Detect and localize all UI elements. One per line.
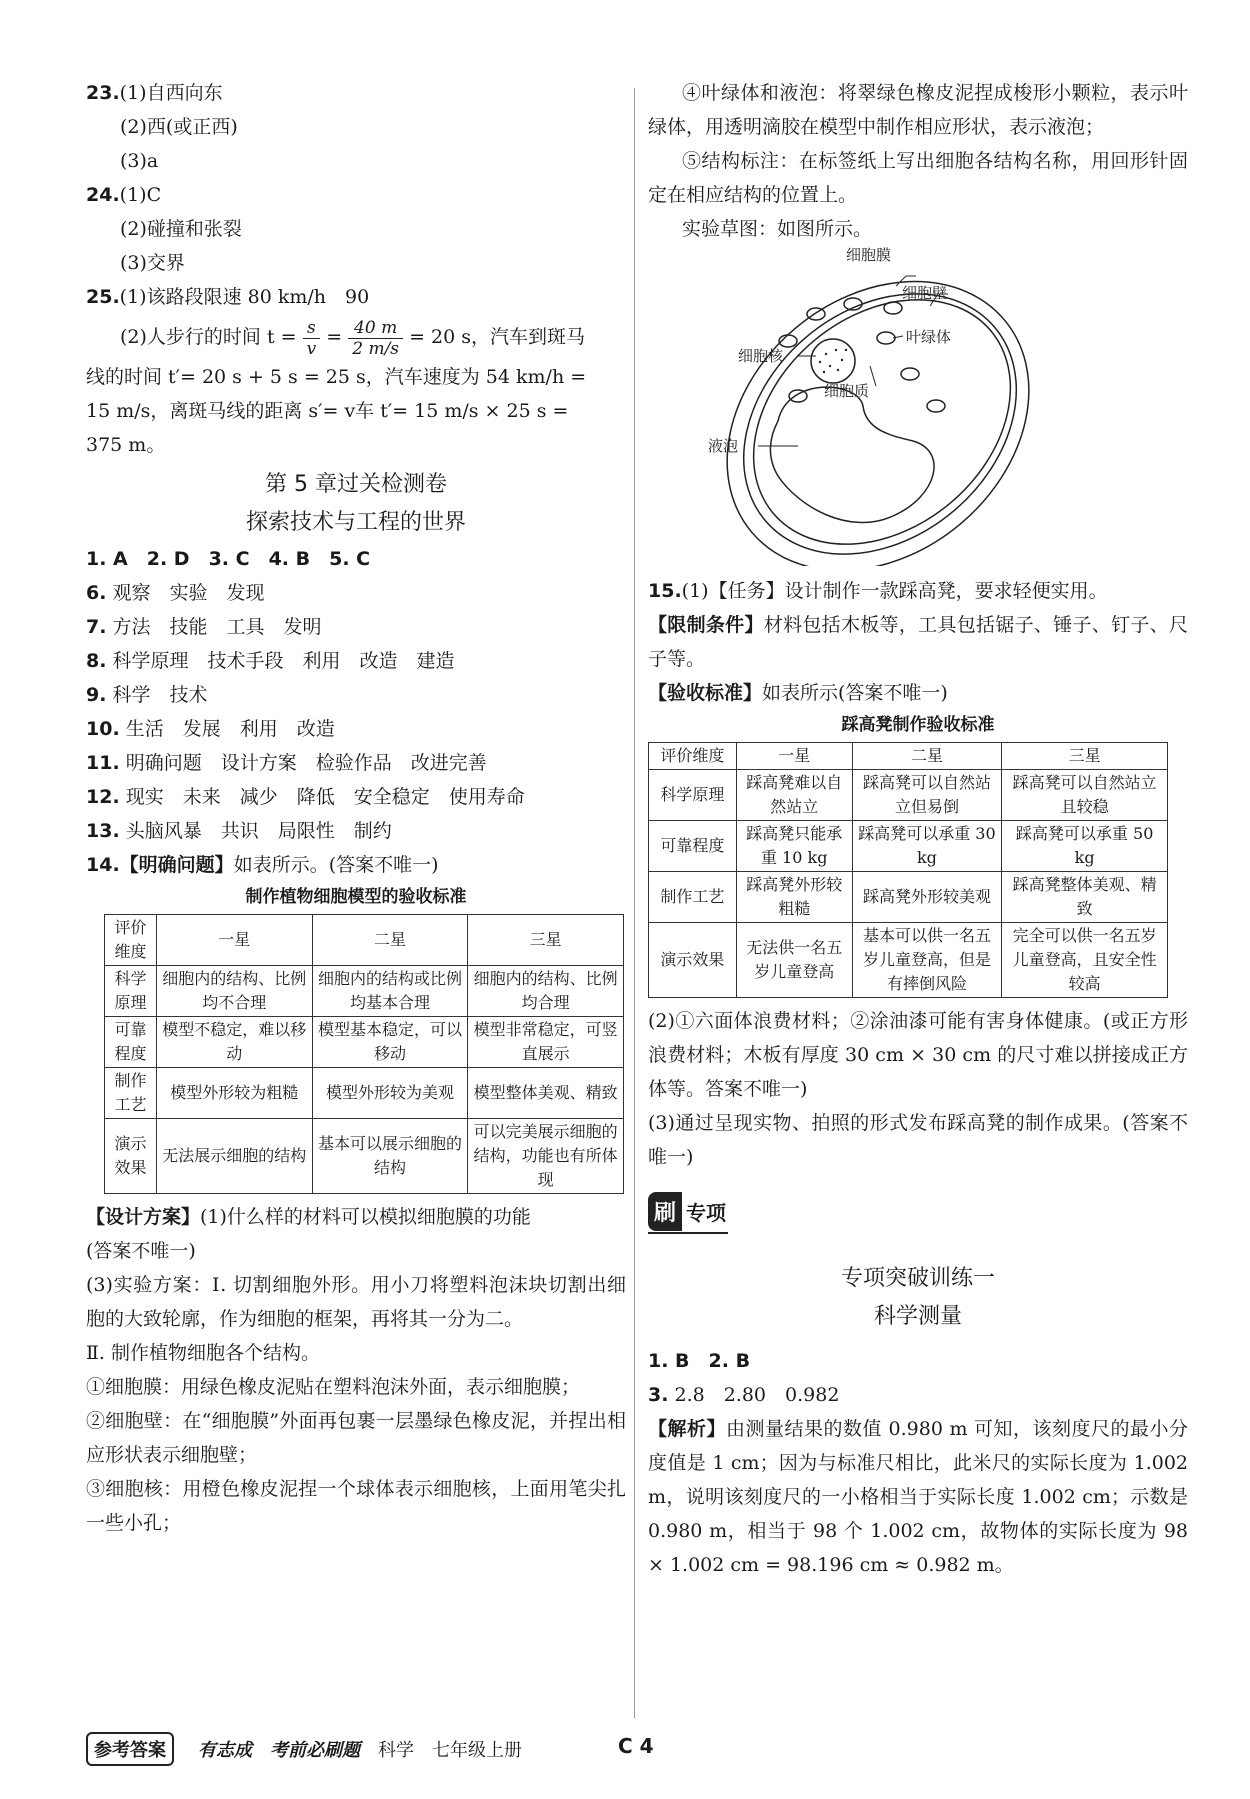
table-cell: 踩高凳只能承重 10 kg [736, 821, 852, 872]
design-line3: (3)实验方案：Ⅰ. 切割细胞外形。用小刀将塑料泡沫块切割出细胞的大致轮廓，作为细胞的框架，再将其一分为二。 [86, 1274, 626, 1330]
label-cytoplasm: 细胞质 [824, 382, 870, 400]
table-cell: 科学原理 [649, 770, 737, 821]
footer [86, 1728, 1186, 1772]
table-cell: 制作工艺 [105, 1068, 157, 1119]
nucleus-dots [819, 349, 847, 373]
table-cell: 基本可以展示细胞的结构 [312, 1119, 468, 1194]
q15-a2: (2)①六面体浪费材料；②涂油漆可能有害身体健康。(或正方形浪费材料；木板有厚度 30 cm × 30 cm 的尺寸难以拼接成正方体等。答案不唯一) [648, 1010, 1188, 1100]
q15-a1: 15.(1)【任务】设计制作一款踩高凳，要求轻便实用。 [648, 580, 1108, 602]
q25-line3: 15 m/s，离斑马线的距离 s′= v车 t′= 15 m/s × 25 s = [86, 400, 569, 422]
special-badge [648, 1192, 728, 1234]
r3-sketch: 实验草图：如图所示。 [682, 218, 873, 240]
fraction-s-over-v: $\frac{s}{v}$ [303, 318, 321, 359]
r1-chloroplast: ④叶绿体和液泡：将翠绿色橡皮泥捏成梭形小颗粒，表示叶绿体，用透明滴胶在模型中制作相应形状，表示液泡； [648, 82, 1188, 138]
table-cell: 无法展示细胞的结构 [156, 1119, 312, 1194]
q7: 7. 方法 技能 工具 发明 [86, 616, 322, 638]
table-cell: 科学原理 [105, 966, 157, 1017]
q25-line4: 375 m。 [86, 434, 166, 456]
table-cell: 模型非常稳定，可竖直展示 [468, 1017, 624, 1068]
table-cell: 演示效果 [105, 1119, 157, 1194]
chapter-subtitle: 探索技术与工程的世界 [245, 510, 466, 535]
table-header-cell: 三星 [468, 915, 624, 966]
table-cell: 完全可以供一名五岁儿童登高，且安全性较高 [1002, 923, 1168, 998]
fraction-40m-over-2ms: $\frac{40 m}{2 m/s}$ [348, 318, 403, 359]
chloroplast-8 [789, 390, 807, 402]
footer-tag: 参考答案 [86, 1732, 174, 1766]
table-cell: 无法供一名五岁儿童登高 [736, 923, 852, 998]
table-cell: 踩高凳整体美观、精致 [1002, 872, 1168, 923]
label-nucleus: 细胞核 [738, 347, 784, 365]
table-row [649, 872, 1168, 923]
limit-conditions: 【限制条件】材料包括木板等，工具包括锯子、锤子、钉子、尺子等。 [648, 614, 1188, 670]
table-cell: 模型整体美观、精致 [468, 1068, 624, 1119]
table-cell: 基本可以供一名五岁儿童登高，但是有摔倒风险 [852, 923, 1002, 998]
q23-a2: (2)西(或正西) [120, 116, 238, 138]
table-row [649, 770, 1168, 821]
q10: 10. 生活 发展 利用 改造 [86, 718, 335, 740]
q14: 14.【明确问题】如表所示。(答案不唯一) [86, 854, 439, 876]
acceptance-standard: 【验收标准】如表所示(答案不唯一) [648, 682, 948, 704]
design-line2: (答案不唯一) [86, 1240, 196, 1262]
q23-a1: 23.(1)自西向东 [86, 82, 223, 104]
design-line6: ②细胞壁：在“细胞膜”外面再包裹一层墨绿色橡皮泥，并捏出相应形状表示细胞壁； [86, 1410, 626, 1466]
table2-title: 踩高凳制作验收标准 [841, 715, 995, 735]
section-subtitle: 科学测量 [873, 1304, 962, 1329]
q23-a3: (3)a [120, 150, 159, 172]
q12: 12. 现实 未来 减少 降低 安全稳定 使用寿命 [86, 786, 525, 808]
table-cell: 模型外形较为粗糙 [156, 1068, 312, 1119]
table-cell: 踩高凳可以自然站立且较稳 [1002, 770, 1168, 821]
table-header-cell: 一星 [736, 743, 852, 770]
table-row [105, 966, 624, 1017]
design-line5: ①细胞膜：用绿色橡皮泥贴在塑料泡沫外面，表示细胞膜； [86, 1376, 581, 1398]
design-line7: ③细胞核：用橙色橡皮泥捏一个球体表示细胞核，上面用笔尖扎一些小孔； [86, 1478, 626, 1534]
chloroplast-7 [927, 400, 945, 412]
cell-model-criteria-table [104, 914, 624, 1194]
r2-label: ⑤结构标注：在标签纸上写出细胞各结构名称，用回形针固定在相应结构的位置上。 [648, 150, 1188, 206]
table-cell: 细胞内的结构、比例均合理 [468, 966, 624, 1017]
vacuole-shape [770, 387, 934, 522]
right-column [648, 76, 1188, 1582]
table-cell: 模型不稳定，难以移动 [156, 1017, 312, 1068]
chapter-title: 第 5 章过关检测卷 [265, 472, 447, 497]
badge-special: 专项 [686, 1201, 727, 1225]
table-row [105, 1068, 624, 1119]
table-cell: 模型基本稳定，可以移动 [312, 1017, 468, 1068]
stool-criteria-table [648, 742, 1168, 998]
table-cell: 制作工艺 [649, 872, 737, 923]
table1-title: 制作植物细胞模型的验收标准 [245, 887, 467, 907]
label-wall: 细胞壁 [902, 284, 948, 302]
table-cell: 踩高凳可以承重 50 kg [1002, 821, 1168, 872]
table-cell: 可以完美展示细胞的结构，功能也有所体现 [468, 1119, 624, 1194]
column-divider [634, 88, 635, 1718]
table-header-cell: 一星 [156, 915, 312, 966]
table-cell: 演示效果 [649, 923, 737, 998]
left-column [86, 76, 626, 1540]
q24-a3: (3)交界 [120, 252, 185, 274]
table-cell: 踩高凳外形较粗糙 [736, 872, 852, 923]
table-cell: 细胞内的结构、比例均不合理 [156, 966, 312, 1017]
footer-text: 有志成 考前必刷题 科学 七年级上册 [198, 1740, 522, 1761]
label-vacuole: 液泡 [708, 437, 739, 455]
q13: 13. 头脑风暴 共识 局限性 制约 [86, 820, 392, 842]
q15-a3: (3)通过呈现实物、拍照的形式发布踩高凳的制作成果。(答案不唯一) [648, 1112, 1188, 1168]
q25-a1: 25.(1)该路段限速 80 km/h 90 [86, 286, 370, 308]
q3: 3. 2.8 2.80 0.982 [648, 1384, 840, 1406]
chloroplast-3 [884, 302, 902, 314]
q11: 11. 明确问题 设计方案 检验作品 改进完善 [86, 752, 487, 774]
design-line1: 【设计方案】(1)什么样的材料可以模拟细胞膜的功能 [86, 1206, 531, 1228]
chloroplast-6 [901, 368, 919, 380]
table-cell: 可靠程度 [649, 821, 737, 872]
q24-a2: (2)碰撞和张裂 [120, 218, 242, 240]
analysis: 【解析】由测量结果的数值 0.980 m 可知，该刻度尺的最小分度值是 1 cm；因为与标准尺相比，此米尺的实际长度为 1.002 m，说明该刻度尺的一小格相当于实际长度 1.002 cm；示数是 0.980 m，相当于 98 个 1.002 cm，故物体的实际长度为 98 × 1.002 cm = 98.196 cm ≈ 0.982 m。 [648, 1418, 1188, 1576]
table-header-cell: 二星 [312, 915, 468, 966]
cell-membrane [692, 246, 1068, 566]
q24-a1: 24.(1)C [86, 184, 162, 206]
cell-wall-inner [705, 250, 1059, 566]
label-membrane: 细胞膜 [846, 246, 892, 264]
page-number: C 4 [618, 1734, 654, 1758]
design-line4: Ⅱ. 制作植物细胞各个结构。 [86, 1342, 320, 1364]
cell-wall-outer [669, 246, 1086, 566]
table-header-cell: 评价维度 [105, 915, 157, 966]
label-chloroplast: 叶绿体 [906, 328, 952, 346]
table-cell: 踩高凳外形较美观 [852, 872, 1002, 923]
table-cell: 踩高凳难以自然站立 [736, 770, 852, 821]
section-title: 专项突破训练一 [840, 1266, 995, 1291]
table-header-cell: 评价维度 [649, 743, 737, 770]
q6: 6. 观察 实验 发现 [86, 582, 265, 604]
table-row [649, 821, 1168, 872]
table-cell: 模型外形较为美观 [312, 1068, 468, 1119]
chloroplast-1 [807, 308, 825, 320]
table-row [105, 1119, 624, 1194]
answers-1-2: 1. B 2. B [648, 1350, 751, 1372]
table-cell: 踩高凳可以自然站立但易倒 [852, 770, 1002, 821]
q25-a2: (2)人步行的时间 t = $\frac{s}{v}$ = $\frac{40 m}{2 m/s}$ = 20 s，汽车到斑马 [120, 317, 586, 359]
table-header-cell: 三星 [1002, 743, 1168, 770]
q9: 9. 科学 技术 [86, 684, 208, 706]
plant-cell-diagram [648, 246, 1188, 566]
nucleus-shape [811, 339, 855, 383]
table-cell: 踩高凳可以承重 30 kg [852, 821, 1002, 872]
q25-line2: 线的时间 t′= 20 s + 5 s = 25 s，汽车速度为 54 km/h = [86, 366, 587, 388]
badge-brush: 刷 [648, 1192, 682, 1231]
answers-1-5: 1. A 2. D 3. C 4. B 5. C [86, 548, 371, 570]
table-cell: 可靠程度 [105, 1017, 157, 1068]
table-row [105, 1017, 624, 1068]
table-header-cell: 二星 [852, 743, 1002, 770]
chloroplast-5 [877, 332, 895, 344]
table-row [649, 923, 1168, 998]
q8: 8. 科学原理 技术手段 利用 改造 建造 [86, 650, 455, 672]
table-cell: 细胞内的结构或比例均基本合理 [312, 966, 468, 1017]
